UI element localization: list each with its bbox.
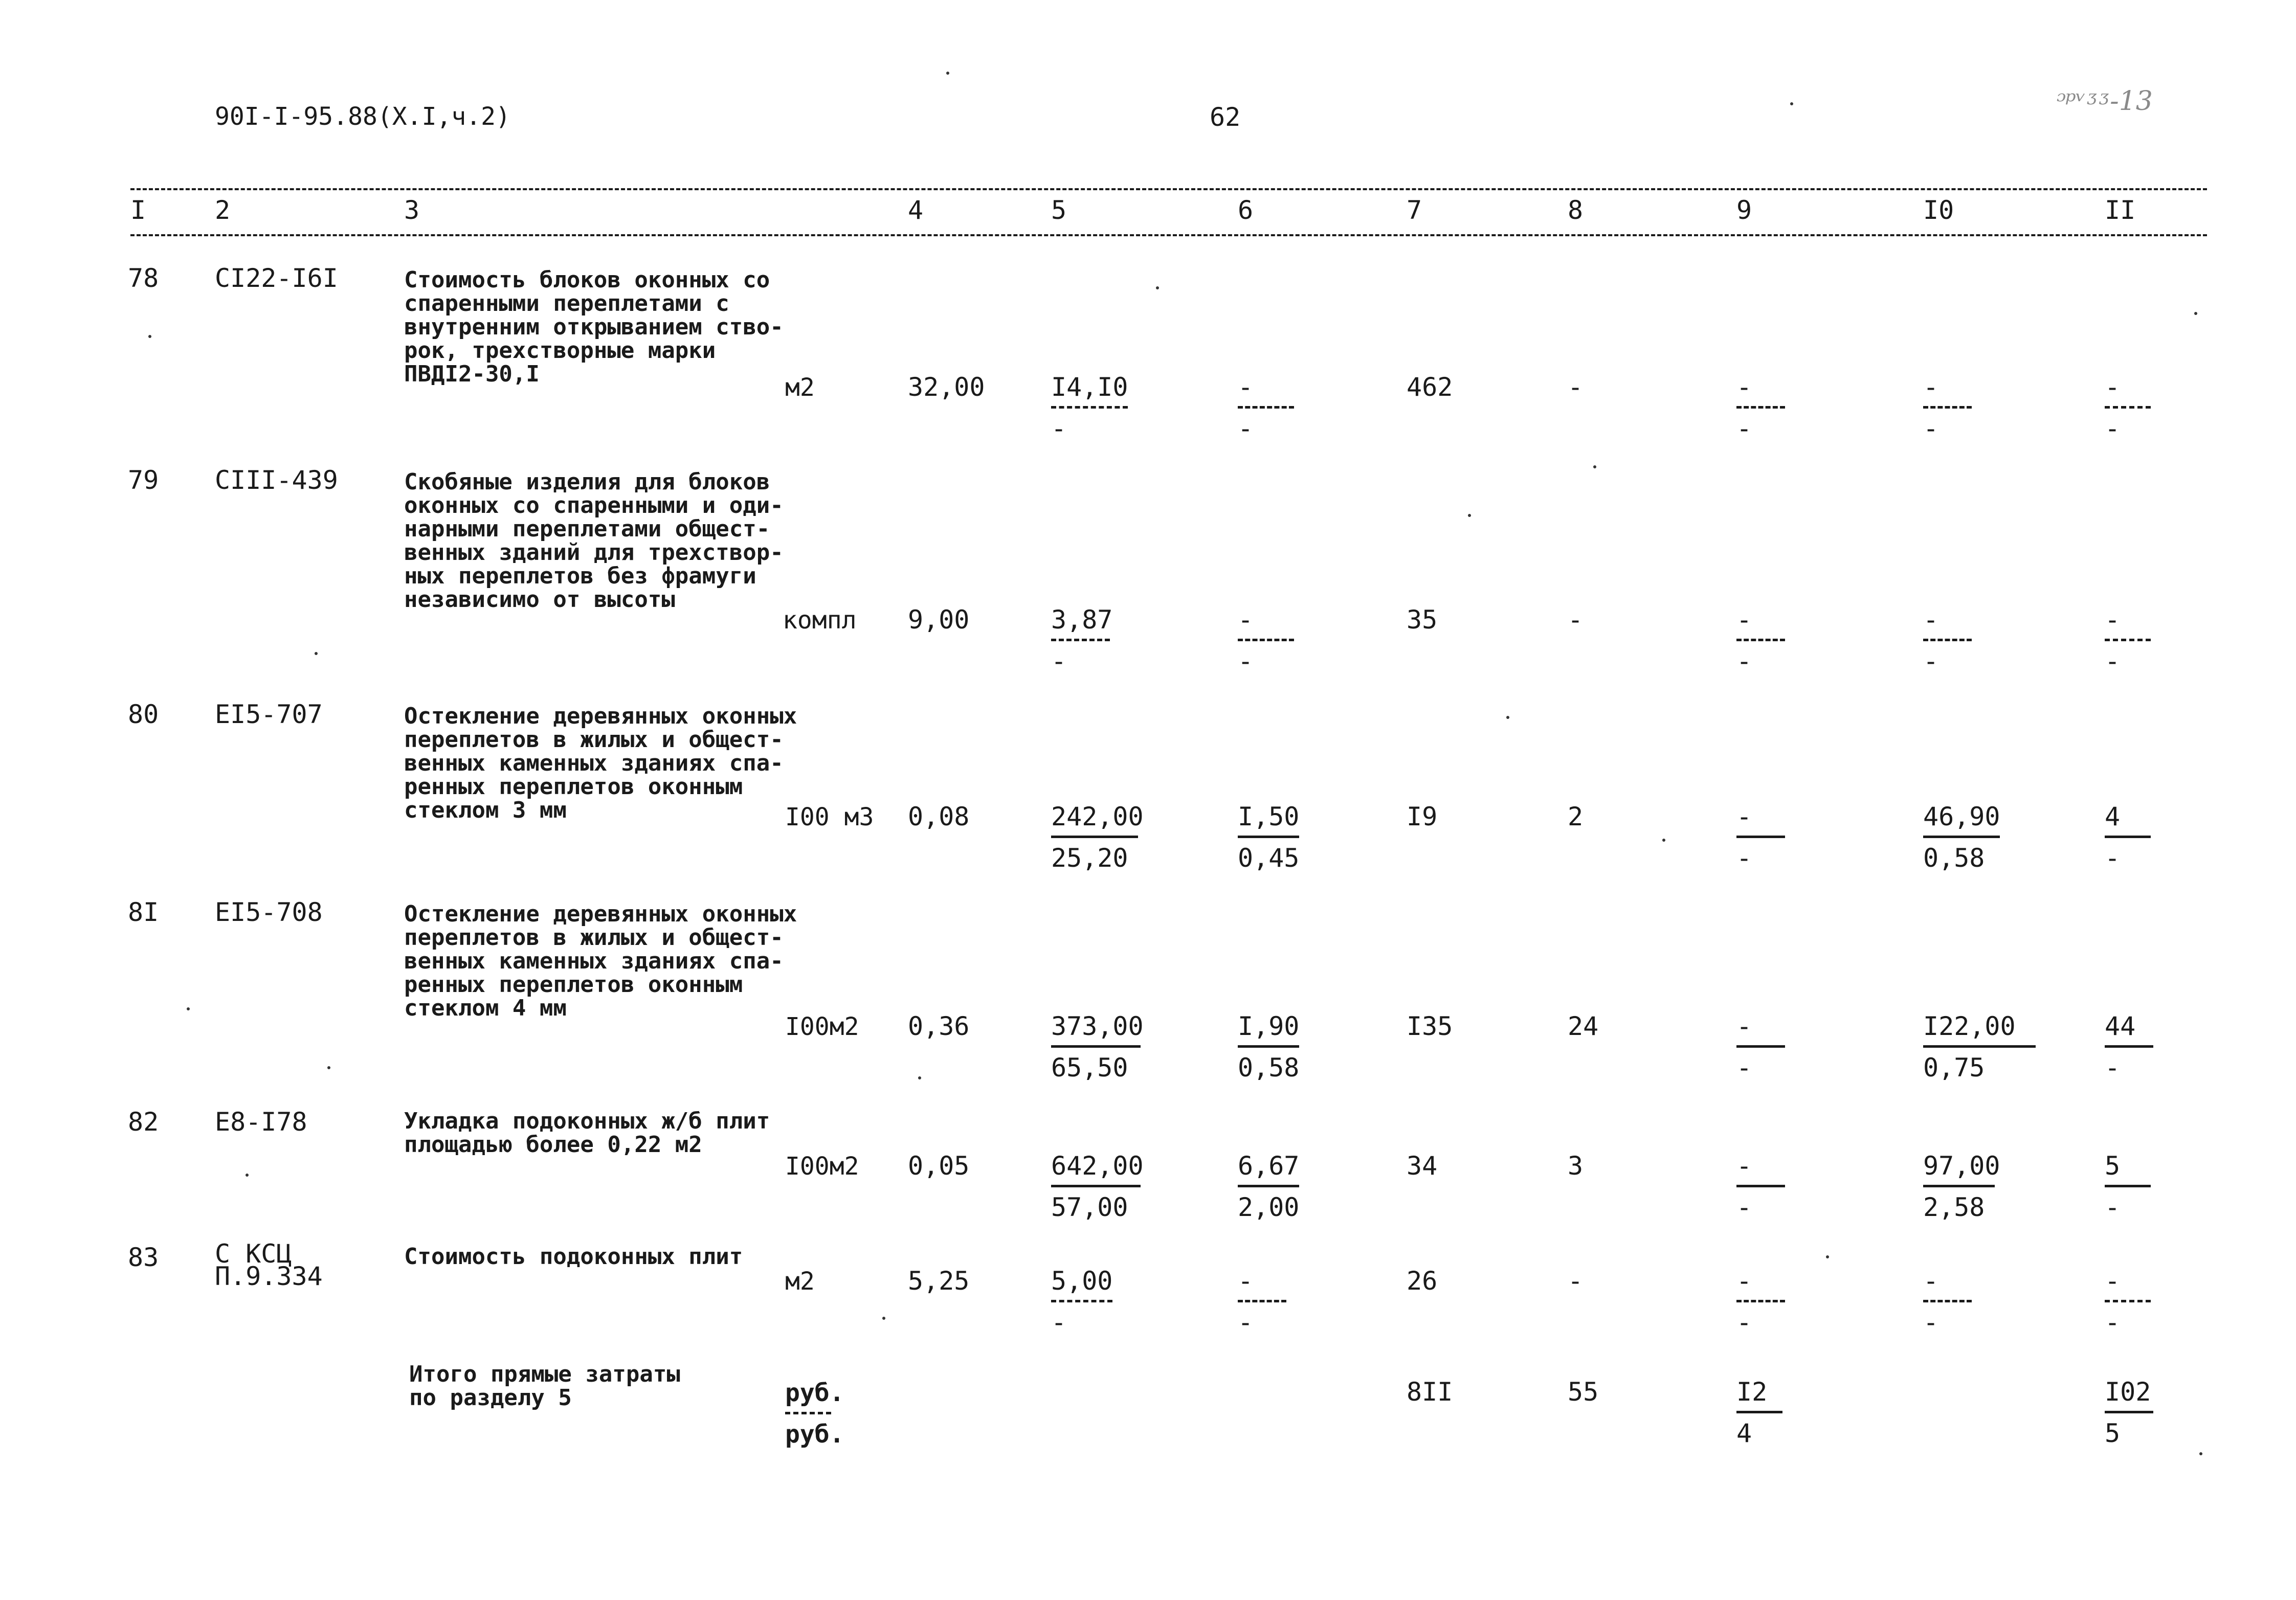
fraction-bar (2105, 1300, 2151, 1302)
machine-cost (1238, 605, 1294, 676)
labor-total-top: - (2105, 372, 2121, 402)
total-cost: I9 (1407, 802, 1438, 831)
page-number: 62 (1210, 102, 1241, 132)
fraction-bar (1736, 1411, 1782, 1413)
fraction-bar (1051, 1300, 1112, 1302)
scan-speck (246, 1174, 249, 1177)
fraction-bar (2105, 1045, 2153, 1048)
machine-cost-top: I,90 (1238, 1011, 1300, 1041)
fraction-bar (1736, 1045, 1785, 1048)
price-code: EI5-708 (215, 897, 323, 927)
scan-speck (1593, 465, 1596, 468)
machine-cost-bottom: - (1238, 1308, 1254, 1337)
unit-cost (1051, 1266, 1112, 1337)
row-number: 78 (128, 263, 159, 293)
fraction-bar (1051, 1185, 1141, 1187)
unit-cost (1051, 372, 1128, 443)
header-rule-top (130, 188, 2207, 190)
row-number: 80 (128, 700, 159, 729)
total-machine-top: I2 (1736, 1377, 1768, 1407)
labor-per-unit-bottom: - (1923, 1308, 1939, 1337)
labor-total-top: 4 (2105, 802, 2121, 831)
scan-speck (1156, 286, 1159, 289)
unit-cost-total: 5,00 (1051, 1266, 1113, 1296)
work-description: Остекление деревянных оконных переплетов в жилых и общест- венных каменных зданиях спа- ренных переплетов оконным стеклом 4 мм (404, 901, 797, 1021)
fraction-bar (1736, 1300, 1785, 1302)
fraction-bar (1238, 406, 1294, 409)
wages-total: 2 (1568, 802, 1584, 831)
total-labor-sum (2105, 1377, 2153, 1448)
fraction-bar (1051, 836, 1138, 838)
labor-per-unit-top: 46,90 (1923, 802, 2000, 831)
fraction-bar (1238, 1300, 1286, 1302)
labor-per-unit-top: - (1923, 1266, 1939, 1296)
scan-speck (1826, 1255, 1829, 1258)
machine-total (1736, 1266, 1785, 1337)
machine-cost-bottom: 2,00 (1238, 1192, 1300, 1222)
work-description: Стоимость блоков оконных со спаренными переплетами с внутренним открыванием ство- рок, трехстворные марки ПВДI2-30,I (404, 267, 784, 387)
scan-speck (946, 72, 949, 75)
machine-cost-bottom: 0,45 (1238, 843, 1300, 873)
machine-total (1736, 802, 1785, 873)
machine-cost (1238, 1266, 1286, 1337)
total-unit (785, 1378, 844, 1449)
total-cost: 462 (1407, 372, 1453, 402)
col-header-9: 9 (1736, 195, 1752, 225)
price-code: EI5-707 (215, 700, 323, 729)
labor-total (2105, 1151, 2151, 1222)
scan-speck (315, 652, 318, 655)
fraction-bar (1923, 1185, 1995, 1187)
unit: м2 (785, 1267, 815, 1296)
total-wages-sum: 55 (1568, 1377, 1599, 1407)
unit-cost-wages: 65,50 (1051, 1053, 1128, 1083)
fraction-bar (1923, 1300, 1972, 1302)
quantity: 0,08 (908, 802, 970, 831)
labor-total-bottom: - (2105, 1308, 2121, 1337)
machine-cost (1238, 802, 1299, 873)
machine-cost (1238, 1011, 1299, 1083)
unit-cost-wages: - (1051, 414, 1067, 443)
scan-speck (2194, 312, 2197, 315)
labor-per-unit (1923, 372, 1972, 443)
machine-total-bottom: - (1736, 1053, 1752, 1083)
archive-stamp: ᵓᵖᵛᶾᶾ-13 (2056, 86, 2153, 117)
labor-per-unit-top: - (1923, 372, 1939, 402)
scan-speck (327, 1066, 330, 1069)
fraction-bar (1923, 639, 1972, 641)
machine-cost-top: - (1238, 605, 1254, 635)
total-description: Итого прямые затраты по разделу 5 (409, 1361, 680, 1411)
machine-total-top: - (1736, 1011, 1752, 1041)
wages-total: - (1568, 605, 1584, 635)
col-header-7: 7 (1407, 195, 1422, 225)
price-code: CI22-I6I (215, 263, 338, 293)
total-labor-top: I02 (2105, 1377, 2151, 1407)
wages-total: 3 (1568, 1151, 1584, 1181)
labor-per-unit-bottom: 0,58 (1923, 843, 1985, 873)
fraction-bar (785, 1412, 831, 1414)
total-labor-bottom: 5 (2105, 1418, 2121, 1448)
labor-total-bottom: - (2105, 414, 2121, 443)
machine-cost (1238, 372, 1294, 443)
labor-total-top: 44 (2105, 1011, 2136, 1041)
row-number: 83 (128, 1243, 159, 1272)
unit: компл (783, 606, 857, 635)
machine-total-bottom: - (1736, 1192, 1752, 1222)
scan-speck (918, 1076, 921, 1079)
total-unit-bottom: руб. (785, 1420, 844, 1449)
col-header-3: 3 (404, 195, 420, 225)
doc-code: 90I-I-95.88(X.I,ч.2) (215, 102, 510, 131)
labor-per-unit-bottom: 2,58 (1923, 1192, 1985, 1222)
col-header-11: II (2105, 195, 2136, 225)
fraction-bar (1051, 406, 1128, 409)
fraction-bar (1736, 639, 1785, 641)
labor-per-unit-bottom: - (1923, 414, 1939, 443)
scan-speck (1662, 839, 1665, 842)
fraction-bar (1238, 1045, 1299, 1048)
fraction-bar (1736, 836, 1785, 838)
machine-total-bottom: - (1736, 646, 1752, 676)
machine-cost-top: 6,67 (1238, 1151, 1300, 1181)
header-rule-bottom (130, 234, 2207, 236)
fraction-bar (2105, 1185, 2151, 1187)
machine-cost-top: I,50 (1238, 802, 1300, 831)
work-description: Укладка подоконных ж/б плит площадью более 0,22 м2 (404, 1108, 770, 1158)
scan-speck (148, 335, 151, 338)
unit: I00 м3 (785, 803, 874, 831)
labor-per-unit-top: I22,00 (1923, 1011, 2016, 1041)
fraction-bar (1736, 1185, 1785, 1187)
scan-speck (2199, 1452, 2202, 1455)
fraction-bar (1051, 1045, 1141, 1048)
machine-total-bottom: - (1736, 414, 1752, 443)
total-cost-sum: 8II (1407, 1377, 1453, 1407)
labor-total (2105, 605, 2151, 676)
fraction-bar (2105, 1411, 2153, 1413)
machine-cost (1238, 1151, 1299, 1222)
labor-total-bottom: - (2105, 646, 2121, 676)
total-cost: 34 (1407, 1151, 1438, 1181)
unit: I00м2 (785, 1152, 859, 1181)
fraction-bar (1923, 836, 2000, 838)
fraction-bar (1051, 639, 1110, 641)
quantity: 0,05 (908, 1151, 970, 1181)
labor-per-unit (1923, 605, 1972, 676)
price-code: CIII-439 (215, 465, 338, 495)
fraction-bar (2105, 639, 2151, 641)
wages-total: 24 (1568, 1011, 1599, 1041)
scan-speck (1468, 514, 1471, 517)
unit-cost-total: 242,00 (1051, 802, 1144, 831)
labor-total (2105, 1011, 2153, 1083)
col-header-1: I (130, 195, 146, 225)
wages-total: - (1568, 1266, 1584, 1296)
total-cost: 26 (1407, 1266, 1438, 1296)
machine-total-top: - (1736, 802, 1752, 831)
labor-per-unit-bottom: 0,75 (1923, 1053, 1985, 1083)
labor-total (2105, 802, 2151, 873)
price-code: С КСЦ П.9.334 (215, 1239, 323, 1291)
col-header-5: 5 (1051, 195, 1067, 225)
machine-total-bottom: - (1736, 843, 1752, 873)
labor-per-unit-top: - (1923, 605, 1939, 635)
machine-total (1736, 372, 1785, 443)
col-header-10: I0 (1923, 195, 1954, 225)
labor-per-unit-bottom: - (1923, 646, 1939, 676)
row-number: 79 (128, 465, 159, 495)
labor-total-top: - (2105, 605, 2121, 635)
total-cost: 35 (1407, 605, 1438, 635)
labor-per-unit-top: 97,00 (1923, 1151, 2000, 1181)
machine-cost-bottom: 0,58 (1238, 1053, 1300, 1083)
fraction-bar (1238, 639, 1294, 641)
quantity: 9,00 (908, 605, 970, 635)
labor-per-unit (1923, 1011, 2036, 1083)
labor-total (2105, 372, 2151, 443)
machine-total (1736, 605, 1785, 676)
machine-total-top: - (1736, 1266, 1752, 1296)
fraction-bar (1923, 406, 1972, 409)
machine-cost-bottom: - (1238, 646, 1254, 676)
quantity: 5,25 (908, 1266, 970, 1296)
unit-cost-wages: - (1051, 1308, 1067, 1337)
machine-cost-bottom: - (1238, 414, 1254, 443)
labor-total (2105, 1266, 2151, 1337)
machine-cost-top: - (1238, 372, 1254, 402)
machine-total-top: - (1736, 372, 1752, 402)
labor-total-top: 5 (2105, 1151, 2121, 1181)
fraction-bar (2105, 836, 2151, 838)
col-header-2: 2 (215, 195, 231, 225)
quantity: 0,36 (908, 1011, 970, 1041)
price-code: E8-I78 (215, 1107, 307, 1137)
scan-speck (1506, 716, 1509, 719)
machine-total-top: - (1736, 605, 1752, 635)
unit-cost-wages: - (1051, 646, 1067, 676)
quantity: 32,00 (908, 372, 985, 402)
work-description: Остекление деревянных оконных переплетов в жилых и общест- венных каменных зданиях спа- ренных переплетов оконным стеклом 3 мм (404, 703, 797, 823)
total-unit-top: руб. (785, 1379, 844, 1407)
unit-cost-total: 373,00 (1051, 1011, 1144, 1041)
labor-per-unit (1923, 1151, 2000, 1222)
work-description: Стоимость подоконных плит (404, 1244, 743, 1270)
labor-total-bottom: - (2105, 1192, 2121, 1222)
fraction-bar (1736, 406, 1785, 409)
wages-total: - (1568, 372, 1584, 402)
labor-total-top: - (2105, 1266, 2121, 1296)
row-number: 82 (128, 1107, 159, 1137)
machine-cost-top: - (1238, 1266, 1254, 1296)
scan-speck (187, 1007, 190, 1010)
unit: I00м2 (785, 1012, 859, 1041)
col-header-4: 4 (908, 195, 924, 225)
work-description: Скобяные изделия для блоков оконных со спаренными и оди- нарными переплетами общест- венных зданий для трехствор- ных переплетов без фрамуги независимо от высоты (404, 469, 784, 613)
col-header-6: 6 (1238, 195, 1254, 225)
labor-total-bottom: - (2105, 1053, 2121, 1083)
total-cost: I35 (1407, 1011, 1453, 1041)
unit-cost (1051, 605, 1113, 676)
labor-per-unit (1923, 1266, 1972, 1337)
total-machine-sum (1736, 1377, 1782, 1448)
machine-total (1736, 1011, 1785, 1083)
fraction-bar (1923, 1045, 2036, 1048)
unit-cost-total: 3,87 (1051, 605, 1113, 635)
machine-total (1736, 1151, 1785, 1222)
unit-cost-total: I4,I0 (1051, 372, 1128, 402)
scan-speck (1790, 102, 1793, 105)
labor-total-bottom: - (2105, 843, 2121, 873)
fraction-bar (1238, 836, 1299, 838)
row-number: 8I (128, 897, 159, 927)
unit-cost (1051, 1011, 1144, 1083)
unit-cost (1051, 802, 1144, 873)
scan-speck (882, 1317, 885, 1320)
col-header-8: 8 (1568, 195, 1584, 225)
machine-total-top: - (1736, 1151, 1752, 1181)
total-machine-bottom: 4 (1736, 1418, 1752, 1448)
unit: м2 (785, 373, 815, 402)
machine-total-bottom: - (1736, 1308, 1752, 1337)
fraction-bar (2105, 406, 2151, 409)
unit-cost-total: 642,00 (1051, 1151, 1144, 1181)
unit-cost-wages: 25,20 (1051, 843, 1128, 873)
labor-per-unit (1923, 802, 2000, 873)
fraction-bar (1238, 1185, 1299, 1187)
unit-cost (1051, 1151, 1144, 1222)
unit-cost-wages: 57,00 (1051, 1192, 1128, 1222)
